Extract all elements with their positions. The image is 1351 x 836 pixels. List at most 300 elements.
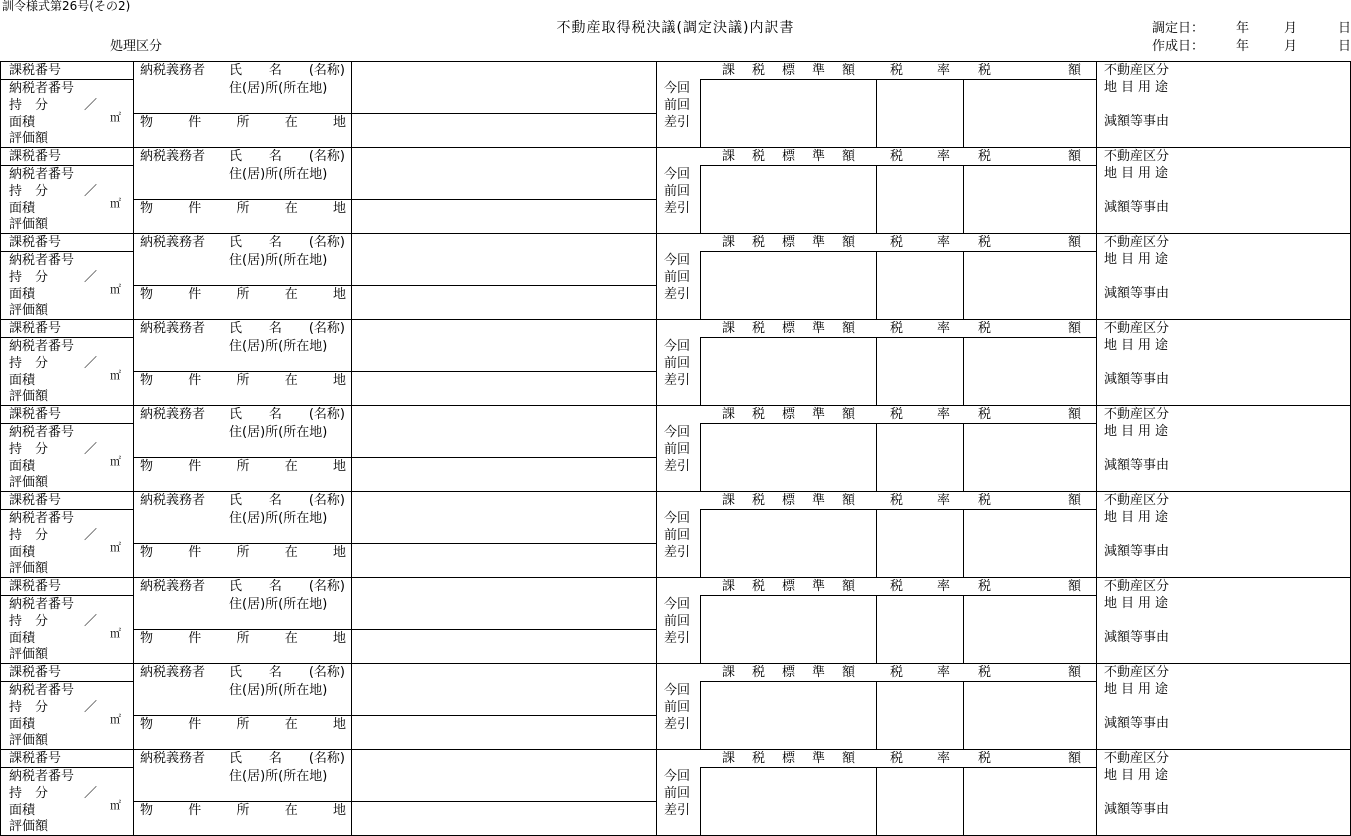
tax-base-char: 課 <box>722 63 736 78</box>
divider <box>133 663 134 749</box>
difference-label: 差引 <box>664 803 691 818</box>
tax-amount-char: 額 <box>1067 63 1081 78</box>
tax-rate-char: 率 <box>936 63 950 78</box>
name-char: 名 <box>268 321 282 336</box>
tax-base-char: 税 <box>751 579 765 594</box>
divider <box>876 79 877 147</box>
divider <box>963 165 964 233</box>
divider <box>133 147 134 233</box>
tax-base-char: 課 <box>722 579 736 594</box>
name-char: (名称) <box>308 493 345 508</box>
tax-rate-header <box>890 580 950 593</box>
tax-rate-char: 税 <box>890 579 904 594</box>
divider <box>0 509 133 510</box>
land-use-label: 地目用途 <box>1104 510 1173 525</box>
square-meter-unit: ㎡ <box>110 197 121 210</box>
property-category-label: 不動産区分 <box>1104 579 1170 594</box>
block-top-border <box>0 61 1351 62</box>
name-char: 名 <box>268 407 282 422</box>
square-meter-unit: ㎡ <box>110 283 121 296</box>
taxpayer-number-label: 納税者番号 <box>9 425 75 440</box>
reduction-reason-label: 減額等事由 <box>1104 716 1170 731</box>
divider <box>700 165 1097 166</box>
tax-base-char: 標 <box>781 493 795 508</box>
tax-amount-char: 税 <box>978 751 992 766</box>
property-char: 在 <box>284 803 298 818</box>
divider <box>963 79 964 147</box>
valuation-label: 評価額 <box>9 217 49 232</box>
previous-label: 前回 <box>664 442 691 457</box>
tax-base-char: 標 <box>781 149 795 164</box>
divider <box>700 337 1097 338</box>
taxpayer-number-label: 納税者番号 <box>9 167 75 182</box>
obligor-label: 納税義務者 <box>140 579 206 594</box>
tax-base-char: 額 <box>841 493 855 508</box>
tax-rate-char: 率 <box>936 751 950 766</box>
tax-base-char: 税 <box>751 149 765 164</box>
address-label: 住(居)所(所在地) <box>229 511 328 526</box>
name-label <box>229 752 345 765</box>
tax-base-char: 準 <box>811 149 825 164</box>
name-label <box>229 494 345 507</box>
area-label: 面積 <box>9 115 36 130</box>
tax-rate-char: 税 <box>890 407 904 422</box>
tax-rate-char: 税 <box>890 235 904 250</box>
tax-base-char: 標 <box>781 321 795 336</box>
property-category-label: 不動産区分 <box>1104 149 1170 164</box>
reduction-reason-label: 減額等事由 <box>1104 802 1170 817</box>
divider <box>133 285 656 286</box>
divider <box>656 61 657 147</box>
tax-base-char: 税 <box>751 493 765 508</box>
name-char: (名称) <box>308 63 345 78</box>
property-char: 地 <box>332 201 346 216</box>
block-top-border <box>0 319 1351 320</box>
reduction-reason-label: 減額等事由 <box>1104 458 1170 473</box>
property-char: 在 <box>284 631 298 646</box>
property-char: 所 <box>236 373 250 388</box>
tax-number-label: 課税番号 <box>9 579 62 594</box>
divider <box>656 577 657 663</box>
divider <box>963 595 964 663</box>
valuation-label: 評価額 <box>9 303 49 318</box>
name-char: 名 <box>268 493 282 508</box>
create-date-label: 作成日： <box>1152 39 1205 54</box>
square-meter-unit: ㎡ <box>110 455 121 468</box>
divider <box>0 165 133 166</box>
divider <box>0 767 133 768</box>
tax-amount-header <box>978 150 1081 163</box>
tax-number-label: 課税番号 <box>9 407 62 422</box>
name-char: (名称) <box>308 321 345 336</box>
valuation-label: 評価額 <box>9 389 49 404</box>
tax-base-char: 標 <box>781 407 795 422</box>
tax-base-char: 準 <box>811 321 825 336</box>
tax-rate-header <box>890 150 950 163</box>
current-label: 今回 <box>664 253 691 268</box>
land-use-label: 地目用途 <box>1104 252 1173 267</box>
current-label: 今回 <box>664 339 691 354</box>
valuation-label: 評価額 <box>9 819 49 834</box>
tax-rate-header <box>890 666 950 679</box>
divider <box>133 113 656 114</box>
divider <box>0 233 1 319</box>
address-label: 住(居)所(所在地) <box>229 167 328 182</box>
divider <box>876 509 877 577</box>
tax-amount-char: 税 <box>978 407 992 422</box>
month-label: 月 <box>1284 39 1298 54</box>
previous-label: 前回 <box>664 270 691 285</box>
name-char: 名 <box>268 665 282 680</box>
tax-rate-char: 率 <box>936 235 950 250</box>
land-use-label: 地目用途 <box>1104 682 1173 697</box>
property-char: 所 <box>236 717 250 732</box>
address-label: 住(居)所(所在地) <box>229 597 328 612</box>
divider <box>133 319 134 405</box>
property-location-label <box>140 116 346 129</box>
divider <box>0 423 133 424</box>
obligor-label: 納税義務者 <box>140 321 206 336</box>
divider <box>700 423 1097 424</box>
property-char: 件 <box>188 201 202 216</box>
divider <box>351 61 352 147</box>
valuation-label: 評価額 <box>9 475 49 490</box>
property-location-label <box>140 288 346 301</box>
address-label: 住(居)所(所在地) <box>229 425 328 440</box>
block-top-border <box>0 147 1351 148</box>
property-char: 件 <box>188 373 202 388</box>
tax-base-char: 額 <box>841 149 855 164</box>
block-top-border <box>0 233 1351 234</box>
divider <box>0 491 1 577</box>
tax-base-char: 課 <box>722 321 736 336</box>
divider <box>133 715 656 716</box>
reduction-reason-label: 減額等事由 <box>1104 286 1170 301</box>
obligor-label: 納税義務者 <box>140 407 206 422</box>
divider <box>656 233 657 319</box>
taxpayer-number-label: 納税者番号 <box>9 511 75 526</box>
tax-base-char: 税 <box>751 63 765 78</box>
valuation-label: 評価額 <box>9 131 49 146</box>
tax-rate-char: 率 <box>936 665 950 680</box>
tax-amount-char: 税 <box>978 493 992 508</box>
area-label: 面積 <box>9 201 36 216</box>
tax-number-label: 課税番号 <box>9 63 62 78</box>
land-use-label: 地目用途 <box>1104 424 1173 439</box>
tax-amount-header <box>978 580 1081 593</box>
property-char: 所 <box>236 545 250 560</box>
land-use-label: 地目用途 <box>1104 166 1173 181</box>
tax-base-char: 額 <box>841 579 855 594</box>
tax-base-char: 額 <box>841 407 855 422</box>
tax-rate-char: 率 <box>936 493 950 508</box>
property-location-label <box>140 202 346 215</box>
difference-label: 差引 <box>664 287 691 302</box>
divider <box>963 423 964 491</box>
divider <box>1096 405 1097 491</box>
tax-amount-char: 税 <box>978 665 992 680</box>
divider <box>656 749 657 835</box>
taxpayer-number-label: 納税者番号 <box>9 597 75 612</box>
property-char: 所 <box>236 287 250 302</box>
property-char: 地 <box>332 631 346 646</box>
property-char: 地 <box>332 373 346 388</box>
name-char: (名称) <box>308 149 345 164</box>
divider <box>133 577 134 663</box>
share-label: 持 分 <box>9 270 49 285</box>
divider <box>1096 491 1097 577</box>
property-category-label: 不動産区分 <box>1104 407 1170 422</box>
tax-number-label: 課税番号 <box>9 493 62 508</box>
current-label: 今回 <box>664 597 691 612</box>
property-char: 件 <box>188 717 202 732</box>
property-location-label <box>140 374 346 387</box>
property-char: 所 <box>236 115 250 130</box>
divider <box>0 61 1 147</box>
reduction-reason-label: 減額等事由 <box>1104 114 1170 129</box>
share-slash: ／ <box>84 614 98 629</box>
previous-label: 前回 <box>664 184 691 199</box>
share-slash: ／ <box>84 442 98 457</box>
divider <box>963 509 964 577</box>
tax-base-char: 課 <box>722 665 736 680</box>
name-label <box>229 322 345 335</box>
name-char: 名 <box>268 149 282 164</box>
tax-base-char: 税 <box>751 751 765 766</box>
property-category-label: 不動産区分 <box>1104 751 1170 766</box>
property-category-label: 不動産区分 <box>1104 321 1170 336</box>
property-char: 件 <box>188 545 202 560</box>
taxpayer-number-label: 納税者番号 <box>9 339 75 354</box>
record-block <box>0 663 1351 749</box>
tax-base-header <box>722 322 855 335</box>
property-char: 物 <box>140 201 154 216</box>
reduction-reason-label: 減額等事由 <box>1104 200 1170 215</box>
tax-base-char: 標 <box>781 665 795 680</box>
current-label: 今回 <box>664 81 691 96</box>
name-char: 氏 <box>229 665 243 680</box>
divider <box>700 681 1097 682</box>
divider <box>351 405 352 491</box>
tax-rate-char: 率 <box>936 321 950 336</box>
share-label: 持 分 <box>9 184 49 199</box>
divider <box>351 233 352 319</box>
property-char: 件 <box>188 803 202 818</box>
name-char: 氏 <box>229 235 243 250</box>
current-label: 今回 <box>664 425 691 440</box>
tax-rate-header <box>890 408 950 421</box>
divider <box>351 491 352 577</box>
property-char: 物 <box>140 803 154 818</box>
property-char: 地 <box>332 803 346 818</box>
difference-label: 差引 <box>664 115 691 130</box>
divider <box>876 165 877 233</box>
block-top-border <box>0 491 1351 492</box>
share-slash: ／ <box>84 98 98 113</box>
property-location-label <box>140 804 346 817</box>
property-char: 物 <box>140 717 154 732</box>
name-label <box>229 408 345 421</box>
property-char: 地 <box>332 545 346 560</box>
divider <box>700 423 701 491</box>
difference-label: 差引 <box>664 201 691 216</box>
tax-rate-char: 税 <box>890 493 904 508</box>
divider <box>656 147 657 233</box>
name-char: 氏 <box>229 321 243 336</box>
tax-base-char: 標 <box>781 751 795 766</box>
tax-amount-header <box>978 494 1081 507</box>
property-char: 所 <box>236 201 250 216</box>
name-char: 氏 <box>229 493 243 508</box>
tax-rate-char: 率 <box>936 149 950 164</box>
land-use-label: 地目用途 <box>1104 596 1173 611</box>
tax-base-char: 額 <box>841 751 855 766</box>
divider <box>0 663 1 749</box>
tax-base-char: 標 <box>781 63 795 78</box>
name-char: 名 <box>268 63 282 78</box>
property-char: 地 <box>332 459 346 474</box>
divider <box>351 663 352 749</box>
divider <box>700 251 1097 252</box>
tax-base-header <box>722 236 855 249</box>
name-label <box>229 64 345 77</box>
tax-amount-char: 額 <box>1067 579 1081 594</box>
tax-base-char: 税 <box>751 665 765 680</box>
property-category-label: 不動産区分 <box>1104 235 1170 250</box>
taxpayer-number-label: 納税者番号 <box>9 81 75 96</box>
divider <box>876 251 877 319</box>
divider <box>700 595 1097 596</box>
share-label: 持 分 <box>9 528 49 543</box>
divider <box>133 749 134 835</box>
divider <box>656 319 657 405</box>
previous-label: 前回 <box>664 700 691 715</box>
property-char: 所 <box>236 803 250 818</box>
name-char: (名称) <box>308 407 345 422</box>
tax-amount-header <box>978 236 1081 249</box>
record-block <box>0 491 1351 577</box>
property-char: 件 <box>188 287 202 302</box>
divider <box>963 681 964 749</box>
divider <box>1096 663 1097 749</box>
name-char: 名 <box>268 751 282 766</box>
share-slash: ／ <box>84 356 98 371</box>
tax-number-label: 課税番号 <box>9 235 62 250</box>
divider <box>133 629 656 630</box>
divider <box>656 491 657 577</box>
divider <box>876 595 877 663</box>
record-block <box>0 319 1351 405</box>
divider <box>0 79 133 80</box>
tax-amount-char: 税 <box>978 235 992 250</box>
address-label: 住(居)所(所在地) <box>229 683 328 698</box>
tax-base-char: 税 <box>751 235 765 250</box>
divider <box>656 405 657 491</box>
difference-label: 差引 <box>664 373 691 388</box>
tax-base-char: 課 <box>722 149 736 164</box>
tax-amount-char: 額 <box>1067 751 1081 766</box>
property-char: 在 <box>284 373 298 388</box>
tax-rate-char: 率 <box>936 407 950 422</box>
reduction-reason-label: 減額等事由 <box>1104 372 1170 387</box>
share-label: 持 分 <box>9 700 49 715</box>
property-char: 在 <box>284 201 298 216</box>
adjust-date-label: 調定日： <box>1152 21 1205 36</box>
area-label: 面積 <box>9 631 36 646</box>
valuation-label: 評価額 <box>9 561 49 576</box>
divider <box>1096 147 1097 233</box>
name-char: 名 <box>268 235 282 250</box>
share-label: 持 分 <box>9 786 49 801</box>
divider <box>0 251 133 252</box>
tax-amount-char: 額 <box>1067 235 1081 250</box>
tax-amount-header <box>978 64 1081 77</box>
block-top-border <box>0 405 1351 406</box>
divider <box>656 663 657 749</box>
day-label: 日 <box>1338 21 1351 36</box>
property-char: 在 <box>284 717 298 732</box>
document-title: 不動産取得税決議(調定決議)内訳書 <box>556 20 795 36</box>
tax-rate-char: 税 <box>890 665 904 680</box>
current-label: 今回 <box>664 511 691 526</box>
obligor-label: 納税義務者 <box>140 149 206 164</box>
property-char: 地 <box>332 115 346 130</box>
tax-amount-header <box>978 408 1081 421</box>
share-label: 持 分 <box>9 442 49 457</box>
obligor-label: 納税義務者 <box>140 235 206 250</box>
tax-base-header <box>722 752 855 765</box>
tax-base-char: 準 <box>811 235 825 250</box>
land-use-label: 地目用途 <box>1104 338 1173 353</box>
tax-amount-char: 税 <box>978 149 992 164</box>
property-char: 在 <box>284 459 298 474</box>
tax-rate-char: 税 <box>890 321 904 336</box>
record-block <box>0 577 1351 663</box>
tax-amount-char: 額 <box>1067 149 1081 164</box>
tax-base-header <box>722 150 855 163</box>
tax-base-char: 課 <box>722 493 736 508</box>
property-category-label: 不動産区分 <box>1104 493 1170 508</box>
property-location-label <box>140 632 346 645</box>
record-block <box>0 61 1351 147</box>
reduction-reason-label: 減額等事由 <box>1104 630 1170 645</box>
record-block <box>0 233 1351 319</box>
area-label: 面積 <box>9 803 36 818</box>
address-label: 住(居)所(所在地) <box>229 81 328 96</box>
tax-number-label: 課税番号 <box>9 321 62 336</box>
obligor-label: 納税義務者 <box>140 665 206 680</box>
divider <box>700 337 701 405</box>
area-label: 面積 <box>9 459 36 474</box>
square-meter-unit: ㎡ <box>110 369 121 382</box>
area-label: 面積 <box>9 545 36 560</box>
tax-rate-header <box>890 236 950 249</box>
divider <box>1096 61 1097 147</box>
property-char: 地 <box>332 287 346 302</box>
tax-base-char: 準 <box>811 665 825 680</box>
month-label: 月 <box>1284 21 1298 36</box>
share-label: 持 分 <box>9 614 49 629</box>
block-top-border <box>0 663 1351 664</box>
divider <box>1096 233 1097 319</box>
divider <box>963 251 964 319</box>
property-category-label: 不動産区分 <box>1104 63 1170 78</box>
name-label <box>229 150 345 163</box>
valuation-label: 評価額 <box>9 733 49 748</box>
tax-base-char: 標 <box>781 235 795 250</box>
divider <box>133 801 656 802</box>
divider <box>700 509 701 577</box>
